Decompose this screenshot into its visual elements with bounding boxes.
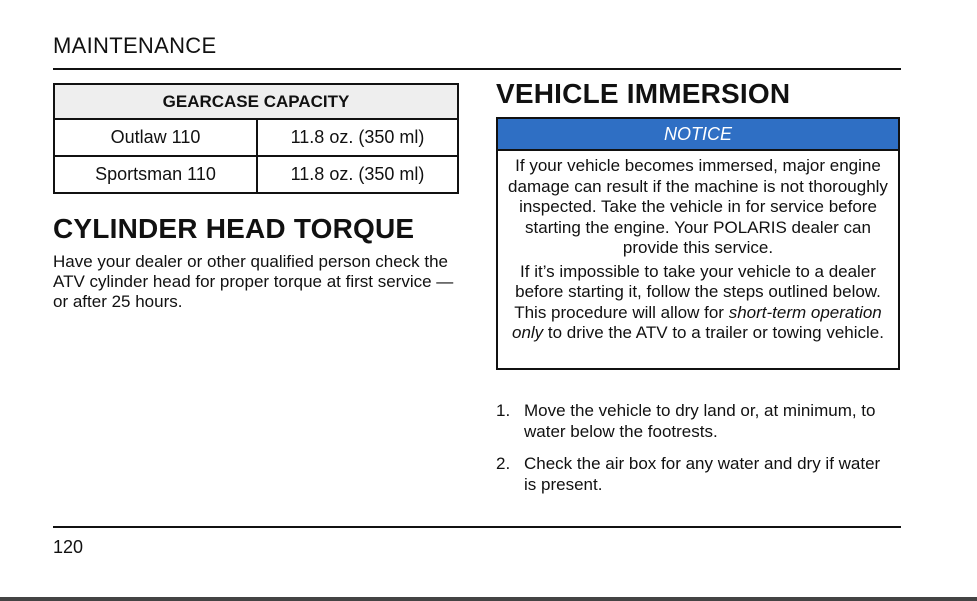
gearcase-table-title: GEARCASE CAPACITY bbox=[54, 84, 458, 119]
step-number: 1. bbox=[496, 401, 511, 420]
cylinder-head-heading: CYLINDER HEAD TORQUE bbox=[53, 213, 415, 244]
notice-box bbox=[496, 117, 900, 370]
notice-paragraph-1: If your vehicle becomes immersed, major engine damage can result if the machine is not thoroughly inspected. Take the vehicle in for service before starting the engine. Your POLARIS dealer can provide this service. bbox=[508, 156, 888, 257]
header-rule bbox=[53, 68, 901, 70]
page-number: 120 bbox=[53, 537, 84, 557]
immersion-steps-list bbox=[496, 400, 896, 506]
notice-emphasis: short-term operation only bbox=[512, 302, 882, 342]
notice-body bbox=[498, 151, 898, 344]
vehicle-immersion-heading: VEHICLE IMMERSION bbox=[496, 78, 791, 109]
table-row bbox=[54, 156, 458, 193]
notice-label: NOTICE bbox=[498, 119, 898, 151]
table-header-row bbox=[54, 84, 458, 119]
notice-paragraph-2-end: to drive the ATV to a trailer or towing vehicle. bbox=[543, 323, 884, 342]
table-cell-capacity: 11.8 oz. (350 ml) bbox=[257, 119, 458, 156]
cylinder-head-body: Have your dealer or other qualified person check the ATV cylinder head for proper torque at first service — or after 25 hours. bbox=[53, 252, 454, 311]
step-number: 2. bbox=[496, 454, 511, 473]
page-header-title: MAINTENANCE bbox=[53, 33, 217, 58]
notice-paragraph-2-start: If it’s impossible to take your vehicle to a dealer before starting it, follow the steps outlined below. This procedure will allow for bbox=[514, 261, 881, 322]
list-item bbox=[496, 400, 896, 442]
gearcase-capacity-table bbox=[53, 83, 459, 194]
footer-rule bbox=[53, 526, 901, 528]
table-cell-model: Sportsman 110 bbox=[54, 156, 257, 193]
step-text: Check the air box for any water and dry if water is present. bbox=[524, 454, 881, 494]
list-item bbox=[496, 453, 896, 495]
table-cell-model: Outlaw 110 bbox=[54, 119, 257, 156]
table-row bbox=[54, 119, 458, 156]
table-cell-capacity: 11.8 oz. (350 ml) bbox=[257, 156, 458, 193]
bottom-band bbox=[0, 597, 977, 601]
notice-paragraph-2 bbox=[504, 262, 892, 344]
step-text: Move the vehicle to dry land or, at minimum, to water below the footrests. bbox=[524, 401, 876, 441]
